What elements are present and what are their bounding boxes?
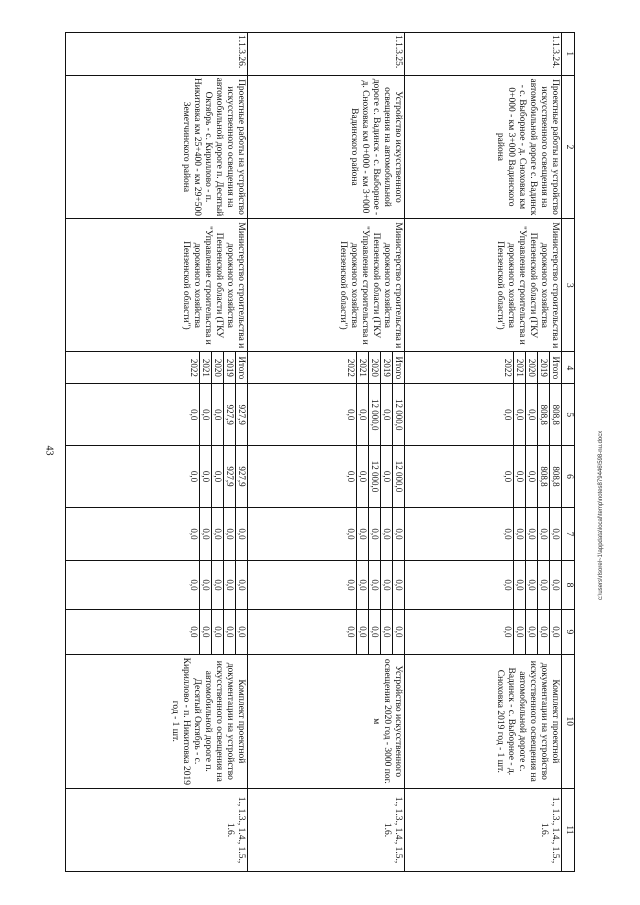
indicators: 1., 1.3., 1.4., 1.5., 1.6. xyxy=(66,788,248,871)
sub-value: 12 000,0 xyxy=(369,446,381,507)
header-cell: 10 xyxy=(562,654,575,788)
sub-value: 927,9 xyxy=(236,384,248,445)
sub-value: 0,0 xyxy=(538,508,550,560)
sub-value: 2020 xyxy=(369,352,381,383)
sub-value: 808,8 xyxy=(538,446,550,507)
sub-value: 0,0 xyxy=(212,446,224,507)
sub-value: 0,0 xyxy=(212,508,224,560)
sub-value: 2022 xyxy=(346,358,357,377)
sub-value: 0,0 xyxy=(346,626,357,638)
sub-value: 0,0 xyxy=(369,508,381,560)
sub-value: 0,0 xyxy=(346,579,357,591)
funding-cell-c8 xyxy=(405,561,562,610)
sub-value: 0,0 xyxy=(200,384,212,445)
sub-value: 2019 xyxy=(538,352,550,383)
sub-value: 0,0 xyxy=(503,409,513,421)
sub-value: 0,0 xyxy=(357,384,369,445)
sub-value: 0,0 xyxy=(357,446,369,507)
sub-value: 0,0 xyxy=(393,610,405,654)
expected-result: Комплект проектной документации на устройство искусственного освещения на автомобильной дороге п. Десятый Октябрь - с. Кириллово - п. Никитовка 2019 год - 1 шт. xyxy=(66,654,248,788)
sub-value: 0,0 xyxy=(200,446,212,507)
sub-value: 0,0 xyxy=(224,610,236,654)
sub-value: 0,0 xyxy=(212,384,224,445)
header-cell: 3 xyxy=(562,219,575,352)
header-cell: 2 xyxy=(562,75,575,219)
sub-value: 0,0 xyxy=(526,508,538,560)
sub-value: 0,0 xyxy=(224,508,236,560)
table-row xyxy=(66,33,248,872)
funding-cell-c5 xyxy=(248,384,405,446)
sub-value: 0,0 xyxy=(503,579,513,591)
header-cell: 8 xyxy=(562,561,575,610)
sub-value: 0,0 xyxy=(514,561,526,609)
row-number: 1.1.3.24. xyxy=(405,33,562,76)
funding-cell-c5 xyxy=(405,384,562,446)
sub-value: 0,0 xyxy=(236,561,248,609)
sub-value: 0,0 xyxy=(346,528,357,540)
expected-result: Устройство искусственного освещения 2020 год - 3000 пог. м xyxy=(248,654,405,788)
sub-value: 0,0 xyxy=(236,610,248,654)
executor: Министерство строительства и дорожного хозяйства Пензенской области (ГКУ "Управление строительства и дорожного хозяйства Пензенской области") xyxy=(405,219,562,352)
page-number: 43 xyxy=(43,445,55,456)
sub-value: 0,0 xyxy=(514,610,526,654)
row-number: 1.1.3.26. xyxy=(66,33,248,76)
rotated-table-container xyxy=(65,32,575,872)
sub-value: 0,0 xyxy=(514,508,526,560)
sub-value: 0,0 xyxy=(357,610,369,654)
header-cell: 4 xyxy=(562,352,575,384)
sub-value: 0,0 xyxy=(357,508,369,560)
sub-value: 0,0 xyxy=(369,610,381,654)
header-cell: 6 xyxy=(562,446,575,508)
sub-value: 0,0 xyxy=(189,579,200,591)
footer-path: c:\users\rlsorel~1\appdata\local\temp\notes879446\598-nu.docx xyxy=(598,430,604,600)
sub-value: 0,0 xyxy=(538,610,550,654)
sub-value: 0,0 xyxy=(503,470,513,483)
indicators: 1., 1.3., 1.4., 1.5., 1.6. xyxy=(405,788,562,871)
sub-value: 0,0 xyxy=(550,610,562,654)
sub-value: 0,0 xyxy=(200,610,212,654)
funding-cell-c7 xyxy=(66,507,248,560)
sub-value: 0,0 xyxy=(526,446,538,507)
sub-value: Итого xyxy=(236,352,248,383)
table-row xyxy=(248,33,405,872)
row-number: 1.1.3.25. xyxy=(248,33,405,76)
funding-cell-c6 xyxy=(405,446,562,508)
sub-value: 927,9 xyxy=(236,446,248,507)
table-row xyxy=(405,33,562,872)
sub-value: 0,0 xyxy=(189,528,200,540)
sub-value: 2021 xyxy=(357,352,369,383)
sub-value: 0,0 xyxy=(357,561,369,609)
sub-value: 0,0 xyxy=(236,508,248,560)
sub-value: 0,0 xyxy=(189,626,200,638)
sub-value: 0,0 xyxy=(381,446,393,507)
sub-value: Итого xyxy=(550,352,562,383)
funding-cell-c5 xyxy=(66,384,248,446)
sub-value: 0,0 xyxy=(393,561,405,609)
sub-value: 2019 xyxy=(381,352,393,383)
sub-value: 0,0 xyxy=(189,470,200,483)
sub-value: 0,0 xyxy=(369,561,381,609)
funding-cell-c7 xyxy=(248,507,405,560)
sub-value: 0,0 xyxy=(346,409,357,421)
sub-value: 12 000,0 xyxy=(393,446,405,507)
sub-value: 0,0 xyxy=(200,508,212,560)
sub-value: 2021 xyxy=(514,352,526,383)
sub-value: 0,0 xyxy=(526,561,538,609)
sub-value: 0,0 xyxy=(381,508,393,560)
indicators: 1., 1.3., 1.4., 1.5., 1.6. xyxy=(248,788,405,871)
sub-value: 2020 xyxy=(212,352,224,383)
funding-cell-c9 xyxy=(248,610,405,655)
sub-value: 0,0 xyxy=(224,561,236,609)
funding-cell-c9 xyxy=(66,610,248,655)
sub-value: 0,0 xyxy=(212,610,224,654)
sub-value: 2022 xyxy=(503,358,513,377)
sub-value: 0,0 xyxy=(550,508,562,560)
sub-value: 0,0 xyxy=(503,626,513,638)
funding-cell-c8 xyxy=(66,561,248,610)
sub-value: 808,8 xyxy=(538,384,550,445)
funding-cell-c6 xyxy=(66,446,248,508)
years-cell xyxy=(248,352,405,384)
sub-value: 0,0 xyxy=(526,384,538,445)
header-cell: 11 xyxy=(562,788,575,871)
sub-value: 0,0 xyxy=(189,409,200,421)
sub-value: 0,0 xyxy=(550,561,562,609)
sub-value: 0,0 xyxy=(514,446,526,507)
sub-value: 927,9 xyxy=(224,384,236,445)
header-cell: 7 xyxy=(562,507,575,560)
sub-value: 808,8 xyxy=(550,384,562,445)
header-row xyxy=(562,33,575,872)
sub-value: 808,8 xyxy=(550,446,562,507)
sub-value: 2022 xyxy=(189,358,200,377)
sub-value: 0,0 xyxy=(200,561,212,609)
sub-value: 0,0 xyxy=(381,610,393,654)
measure-name: Проектные работы на устройство искусственного освещения на автомобильной дороге п. Десятый Октябрь - с. Кириллово - п. Никитовка км 25+400 - км 29+500 Земетчинского района xyxy=(66,75,248,219)
funding-cell-c7 xyxy=(405,507,562,560)
funding-cell-c6 xyxy=(248,446,405,508)
years-cell xyxy=(405,352,562,384)
sub-value: 0,0 xyxy=(381,384,393,445)
funding-cell-c9 xyxy=(405,610,562,655)
sub-value: 0,0 xyxy=(514,384,526,445)
expected-result: Комплект проектной документации на устройство искусственного освещения на автомобильной дороге с. Вадинск - с. Выборное - д. Сноховка 2019 год - 1 шт. xyxy=(405,654,562,788)
header-cell: 5 xyxy=(562,384,575,446)
executor: Министерство строительства и дорожного хозяйства Пензенской области (ГКУ "Управление строительства и дорожного хозяйства Пензенской области") xyxy=(66,219,248,352)
sub-value: 0,0 xyxy=(393,508,405,560)
sub-value: 0,0 xyxy=(538,561,550,609)
sub-value: 12 000,0 xyxy=(369,384,381,445)
sub-value: Итого xyxy=(393,352,405,383)
years-cell xyxy=(66,352,248,384)
sub-value: 0,0 xyxy=(381,561,393,609)
measure-name: Проектные работы на устройство искусственного освещения на автомобильной дороге с. Вадинск - с. Выборное - д. Сноховка км 0+000 - км 3+000 Вадинского района xyxy=(405,75,562,219)
sub-value: 2020 xyxy=(526,352,538,383)
sub-value: 2019 xyxy=(224,352,236,383)
sub-value: 0,0 xyxy=(526,610,538,654)
header-cell: 9 xyxy=(562,610,575,655)
sub-value: 0,0 xyxy=(212,561,224,609)
measure-name: Устройство искусственного освещения на автомобильной дороге с. Вадинск - с. Выборное - д. Сноховка км 0+000 - км 3+000 Вадинского района xyxy=(248,75,405,219)
header-cell: 1 xyxy=(562,33,575,76)
sub-value: 12 000,0 xyxy=(393,384,405,445)
sub-value: 0,0 xyxy=(503,528,513,540)
sub-value: 2021 xyxy=(200,352,212,383)
executor: Министерство строительства и дорожного хозяйства Пензенской области (ГКУ "Управление строительства и дорожного хозяйства Пензенской области") xyxy=(248,219,405,352)
sub-value: 927,9 xyxy=(224,446,236,507)
funding-cell-c8 xyxy=(248,561,405,610)
program-table xyxy=(65,32,575,872)
sub-value: 0,0 xyxy=(346,470,357,483)
